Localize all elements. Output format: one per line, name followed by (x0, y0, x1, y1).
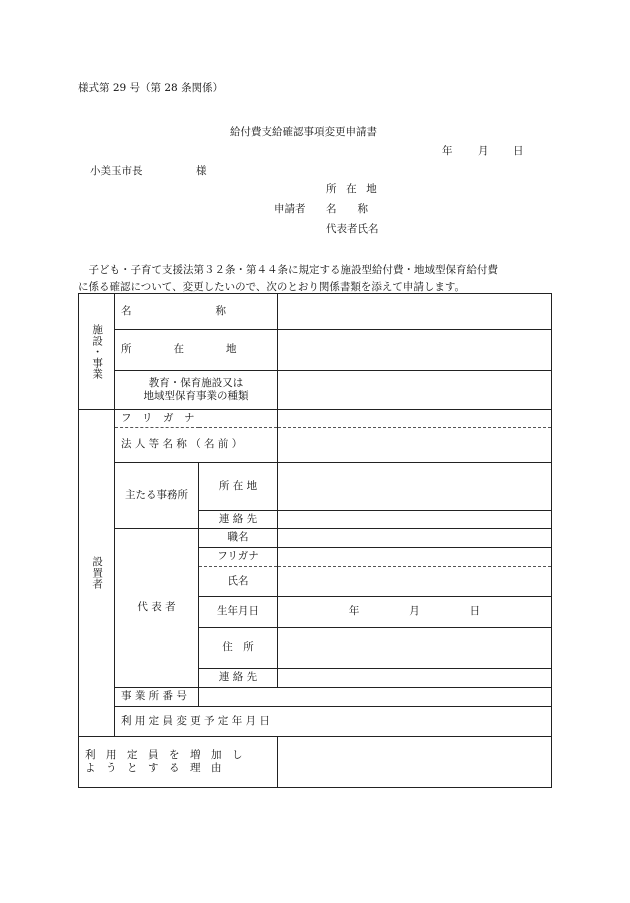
rep-title-field[interactable] (278, 529, 552, 548)
recipient-name: 小美玉市長 (90, 165, 143, 177)
rep-furigana-label: フリガナ (199, 548, 278, 567)
rep-furigana-field[interactable] (278, 548, 552, 567)
date-month: 月 (478, 145, 489, 157)
facility-type-field[interactable] (278, 371, 552, 410)
form-number: 様式第 29 号（第 28 条関係） (78, 82, 224, 94)
application-table (78, 293, 552, 788)
rep-contact-label: 連 絡 先 (199, 669, 278, 688)
rep-title-label: 職名 (199, 529, 278, 548)
facility-name-field[interactable] (278, 294, 552, 330)
operator-group-label: 設置者 (79, 410, 115, 737)
rep-address-label: 住 所 (199, 628, 278, 669)
rep-address-field[interactable] (278, 628, 552, 669)
rep-birth-field[interactable] (278, 597, 552, 628)
rep-birth-day: 日 (469, 605, 481, 618)
date-year: 年 (442, 145, 453, 157)
office-contact-field[interactable] (278, 511, 552, 529)
applicant-rep-label: 代表者氏名 (326, 223, 379, 235)
recipient-honorific: 様 (196, 165, 207, 177)
furigana-field[interactable] (278, 410, 552, 428)
main-office-label: 主たる事務所 (115, 463, 199, 529)
rep-name-field[interactable] (278, 567, 552, 597)
rep-name-label: 氏名 (199, 567, 278, 597)
office-address-field[interactable] (278, 463, 552, 511)
representative-label: 代 表 者 (115, 529, 199, 688)
body-text-line-1: 子ども・子育て支援法第３２条・第４４条に規定する施設型給付費・地域型保育給付費 (78, 264, 498, 276)
office-contact-label: 連 絡 先 (199, 511, 278, 529)
reason-label: 利 用 定 員 を 増 加 し よ う と す る 理 由 (79, 737, 278, 788)
facility-name-label: 名 称 (115, 294, 278, 330)
date-day: 日 (513, 145, 524, 157)
applicant-address-label: 所 在 地 (326, 183, 380, 195)
change-date-label: 利 用 定 員 変 更 予 定 年 月 日 (115, 707, 552, 737)
body-text-line-2: に係る確認について、変更したいので、次のとおり関係書類を添えて申請します。 (78, 281, 466, 293)
rep-birth-month: 月 (409, 605, 420, 618)
office-number-label: 事 業 所 番 号 (115, 688, 199, 707)
applicant-label: 申請者 (274, 203, 306, 215)
corp-name-field[interactable] (278, 428, 552, 463)
rep-birth-label: 生年月日 (199, 597, 278, 628)
office-number-field[interactable] (199, 688, 552, 707)
reason-field[interactable] (278, 737, 552, 788)
facility-address-field[interactable] (278, 330, 552, 371)
facility-group-label: 施設・事業 (79, 294, 115, 410)
rep-birth-year: 年 (348, 605, 360, 618)
office-address-label: 所 在 地 (199, 463, 278, 511)
facility-address-label: 所 在 地 (115, 330, 278, 371)
facility-type-label: 教育・保育施設又は 地域型保育事業の種類 (115, 371, 278, 410)
rep-contact-field[interactable] (278, 669, 552, 688)
document-title: 給付費支給確認事項変更申請書 (230, 126, 377, 138)
applicant-name-label: 名 称 (326, 203, 368, 215)
corp-name-label: 法 人 等 名 称 （ 名 前 ） (115, 428, 278, 463)
furigana-label: フ リ ガ ナ (115, 410, 278, 428)
